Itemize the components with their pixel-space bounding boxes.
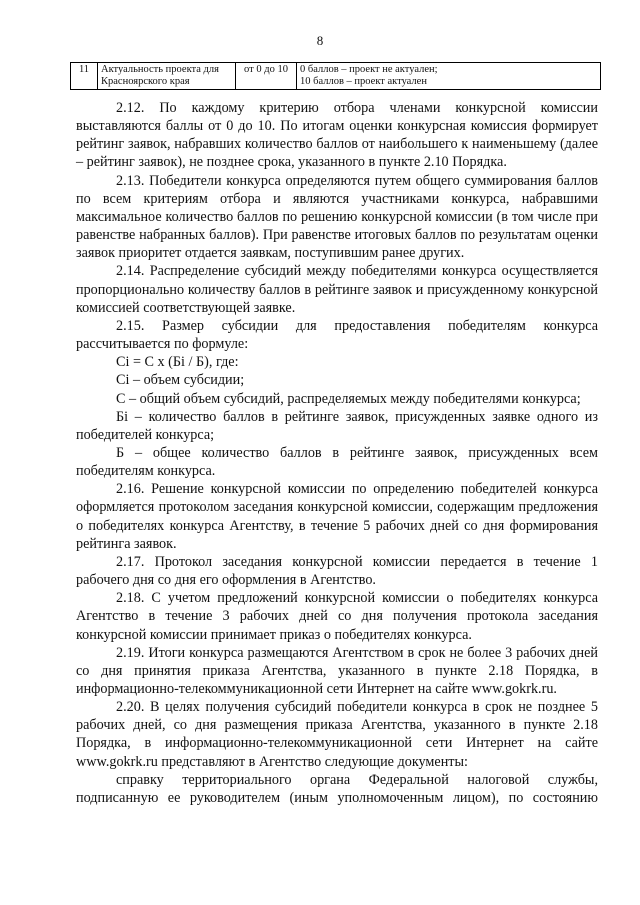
score-line: 10 баллов – проект актуален [300,76,427,87]
document-body [76,99,598,807]
score-line: 0 баллов – проект не актуален; [300,64,438,75]
paragraph-2-13: 2.13. Победители конкурса определяются путем общего суммирования баллов по всем критериям отбора и являются участниками конкурса, набравшими максимальное количество баллов по решению конкурсной комиссии (в том числе при равенстве набранных баллов). При равенстве итоговых баллов по результатам оценки заявок приоритет отдается заявкам, поступившим ранее других. [76,172,598,262]
paragraph-2-15: 2.15. Размер субсидии для предоставления победителям конкурса рассчитывается по формуле: [76,317,598,353]
paragraph-tax-certificate: справку территориального органа Федеральной налоговой службы, подписанную ее руководителем (иным уполномоченным лицом), по состоянию [76,771,598,806]
paragraph-2-19: 2.19. Итоги конкурса размещаются Агентством в срок не более 3 рабочих дней со дня принятия приказа Агентства, указанного в пункте 2.18 Порядка, в информационно-телекоммуникационной сети Интернет на сайте www.gokrk.ru. [76,644,598,697]
criterion-name: Актуальность проекта для Красноярского края [98,63,236,90]
formula: Ci = C x (Бi / Б), где: [116,354,239,371]
paragraph-2-20: 2.20. В целях получения субсидий победители конкурса в срок не позднее 5 рабочих дней, со дня размещения приказа Агентства, указанного в пункте 2.18 Порядка, в информационно-телекоммуникационной сети Интернет на сайте www.gokrk.ru представляют в Агентство следующие документы: [76,699,598,770]
paragraph-2-17: 2.17. Протокол заседания конкурсной комиссии передается в течение 1 рабочего дня со дня его оформления в Агентство. [76,553,598,589]
formula-term-b: Б – общее количество баллов в рейтинге заявок, присужденных всем победителям конкурса. [76,444,598,480]
paragraph-2-16: 2.16. Решение конкурсной комиссии по определению победителей конкурса оформляется протоколом заседания конкурсной комиссии, содержащим предложения о победителях конкурса Агентству, в течение 5 рабочих дней со дня формирования рейтинга заявок. [76,481,598,552]
page-number: 8 [316,33,324,48]
formula-term-ci: Ci – объем субсидии; [116,372,245,389]
formula-term-bi: Бi – количество баллов в рейтинге заявок, присужденных заявке одного из победителей конкурса; [76,408,598,443]
formula-term-c: C – общий объем субсидий, распределяемых между победителями конкурса; [116,390,581,407]
criterion-number: 11 [71,63,98,90]
paragraph-2-14: 2.14. Распределение субсидий между победителями конкурса осуществляется пропорционально количеству баллов в рейтинге заявок и присужденному конкурсной комиссией соответствующей заявке. [76,263,598,316]
criterion-scores [297,63,601,90]
table-row [71,63,601,90]
paragraph-2-12: 2.12. По каждому критерию отбора членами конкурсной комиссии выставляются баллы от 0 до 10. По итогам оценки конкурсная комиссия формирует рейтинг заявок, набравших количество баллов от наибольшего к наименьшему (далее – рейтинг заявок), не позднее срока, указанного в пункте 2.10 Порядка. [76,100,598,171]
paragraph-2-18: 2.18. С учетом предложений конкурсной комиссии о победителях конкурса Агентство в течение 3 рабочих дней со дня получения протокола заседания конкурсной комиссии принимает приказ о победителях конкурса. [76,590,598,643]
criterion-range: от 0 до 10 [236,63,297,90]
criteria-table [70,62,601,90]
